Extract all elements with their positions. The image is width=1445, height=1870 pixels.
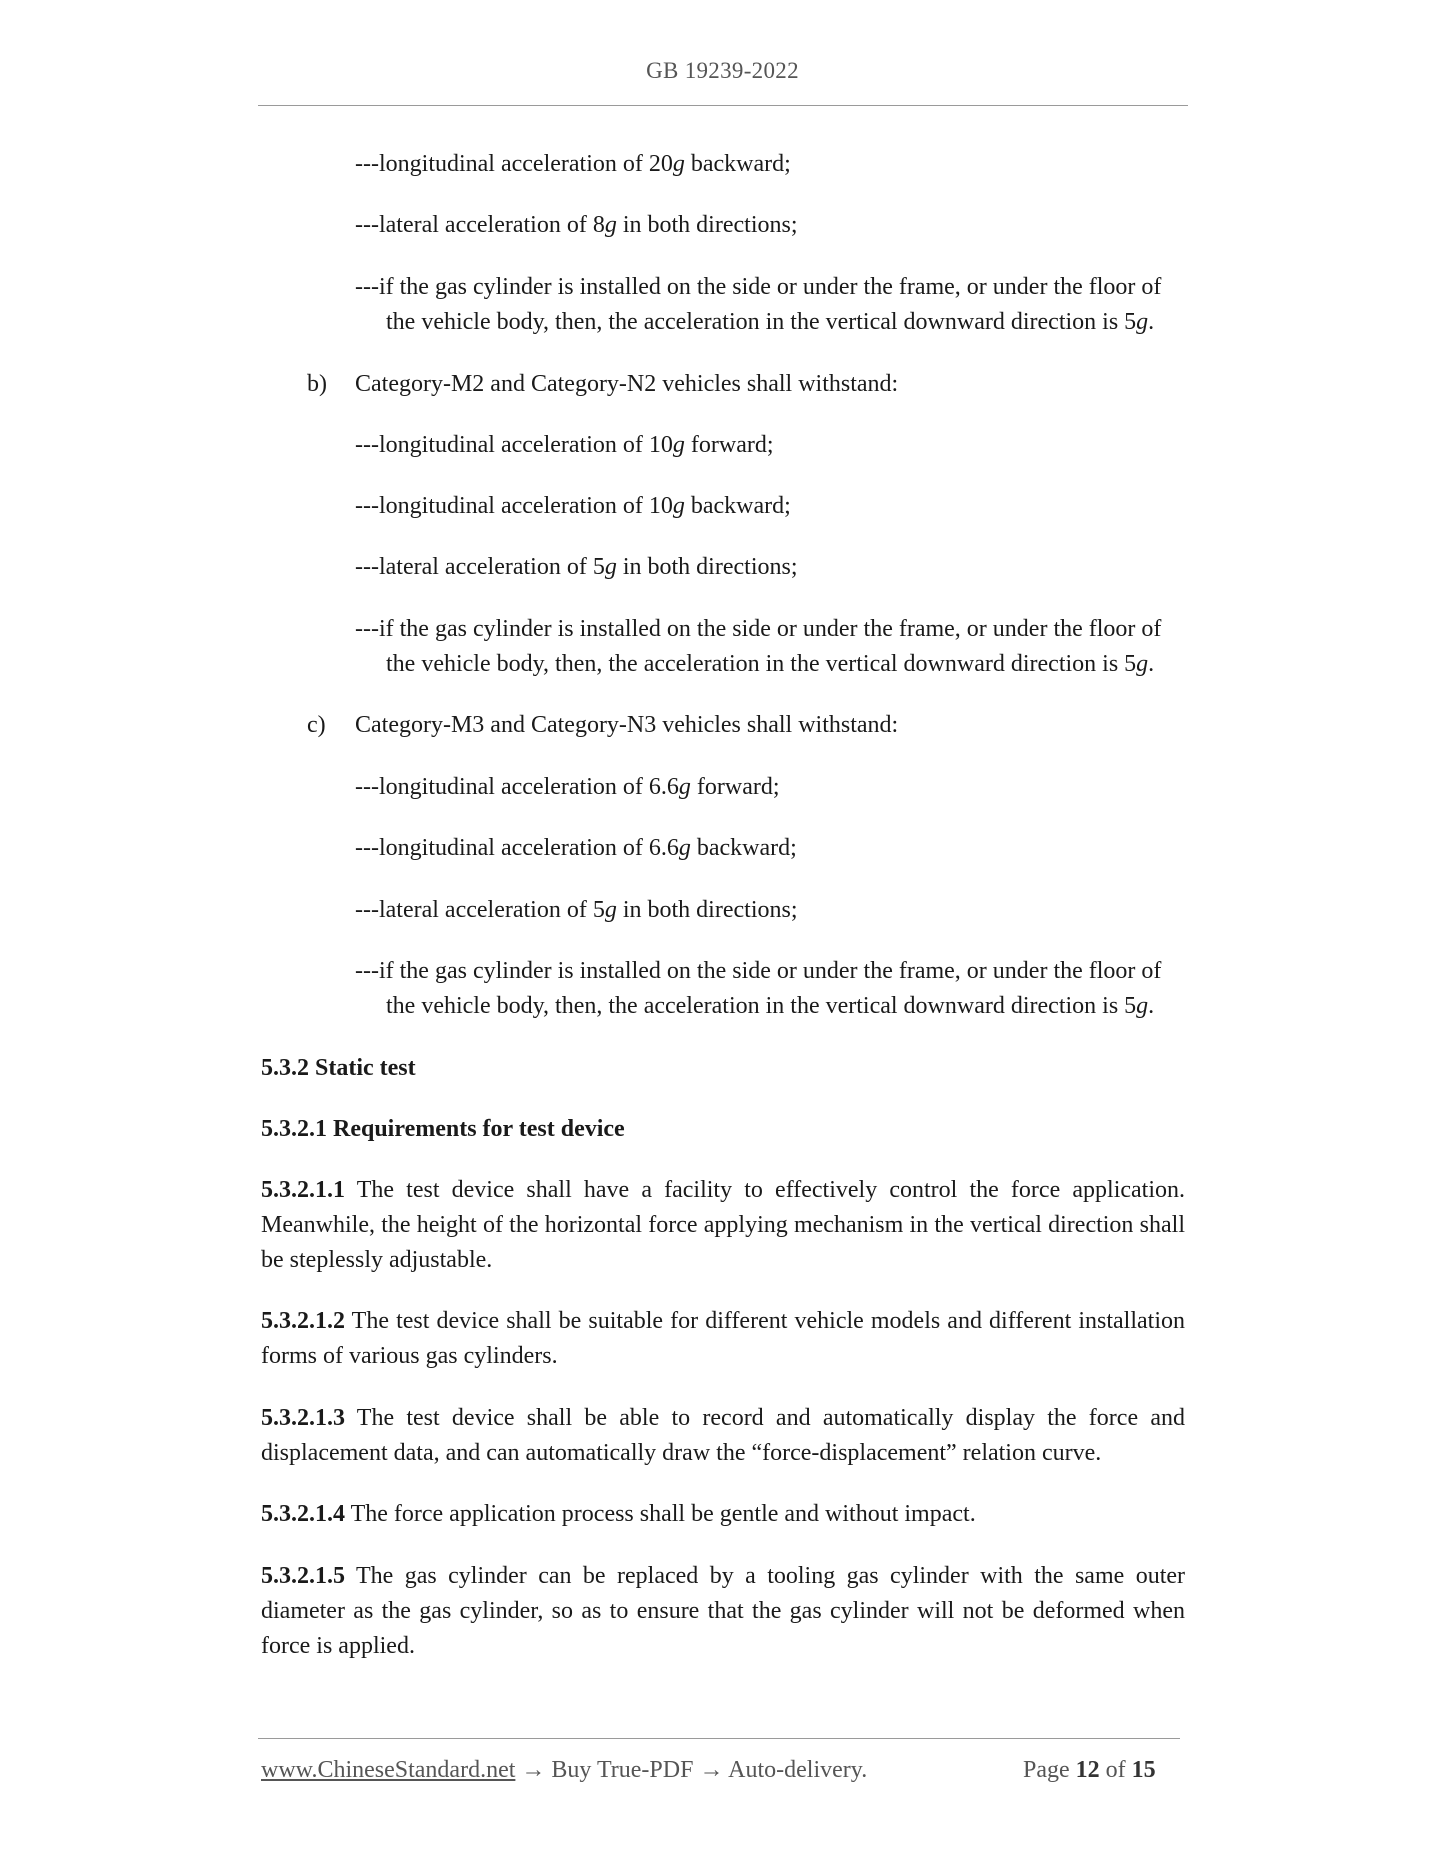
list-item-c-lateral — [355, 893, 798, 928]
clause-text: The test device shall have a facility to effectively control the force application. Meanwhile, the height of the horizontal force applying mechanism in the vertical direction shall be steplessly adjustable. — [261, 1177, 1185, 1273]
header-divider — [258, 105, 1188, 106]
item-text: the vehicle body, then, the acceleration in the vertical downward direction is 5 — [386, 993, 1137, 1019]
list-text-c: Category-M3 and Category-N3 vehicles shall withstand: — [355, 712, 899, 738]
list-item-b-lateral — [355, 550, 798, 585]
item-text: in both directions; — [616, 554, 798, 580]
buy-text: Buy True-PDF — [551, 1757, 694, 1783]
clause-number: 5.3.2.1.4 — [261, 1501, 345, 1527]
item-text: . — [1148, 309, 1155, 335]
item-text: forward; — [690, 774, 780, 800]
footer-divider — [258, 1738, 1180, 1739]
g-symbol: g — [1136, 993, 1149, 1019]
page-indicator — [1023, 1757, 1156, 1784]
item-text: backward; — [684, 151, 791, 177]
section-heading-5-3-2-1: 5.3.2.1 Requirements for test device — [261, 1116, 625, 1142]
item-text: ---longitudinal acceleration of 10 — [355, 432, 673, 458]
g-symbol: g — [678, 774, 691, 800]
clause-5-3-2-1-1 — [261, 1173, 1185, 1278]
clause-number: 5.3.2.1.2 — [261, 1308, 345, 1334]
g-symbol: g — [678, 835, 691, 861]
list-item-b-backward — [355, 489, 791, 524]
list-item-b-vertical-line2 — [386, 647, 1154, 682]
of-word: of — [1099, 1757, 1132, 1783]
clause-number: 5.3.2.1.3 — [261, 1405, 345, 1431]
g-symbol: g — [1136, 651, 1149, 677]
page-word: Page — [1023, 1757, 1076, 1783]
item-text: ---lateral acceleration of 8 — [355, 212, 605, 238]
clause-text: The test device shall be suitable for different vehicle models and different installation forms of various gas cylinders. — [261, 1308, 1185, 1369]
clause-5-3-2-1-2 — [261, 1304, 1185, 1374]
clause-number: 5.3.2.1.1 — [261, 1177, 345, 1203]
item-text: forward; — [684, 432, 774, 458]
delivery-text: Auto-delivery. — [728, 1757, 868, 1783]
arrow-icon: → — [693, 1757, 729, 1783]
g-symbol: g — [1136, 309, 1149, 335]
clause-5-3-2-1-5 — [261, 1559, 1185, 1664]
item-text: ---longitudinal acceleration of 6.6 — [355, 774, 679, 800]
g-symbol: g — [672, 493, 685, 519]
list-label-b: b) — [307, 371, 327, 397]
section-heading-5-3-2: 5.3.2 Static test — [261, 1055, 416, 1081]
list-item-c-forward — [355, 770, 780, 805]
item-text: in both directions; — [616, 212, 798, 238]
clause-number: 5.3.2.1.5 — [261, 1563, 345, 1589]
item-text: ---longitudinal acceleration of 6.6 — [355, 835, 679, 861]
list-label-c: c) — [307, 712, 326, 738]
item-text: ---longitudinal acceleration of 20 — [355, 151, 673, 177]
list-item-c-backward — [355, 831, 797, 866]
clause-5-3-2-1-4 — [261, 1497, 1185, 1532]
item-text: ---longitudinal acceleration of 10 — [355, 493, 673, 519]
total-page-number: 15 — [1131, 1757, 1156, 1783]
page-header-title: GB 19239-2022 — [646, 58, 799, 83]
item-text: ---lateral acceleration of 5 — [355, 554, 605, 580]
clause-text: The gas cylinder can be replaced by a tooling gas cylinder with the same outer diameter as the gas cylinder, so as to ensure that the gas cylinder will not be deformed when force is applied. — [261, 1563, 1185, 1659]
list-item-a-backward — [355, 147, 791, 182]
g-symbol: g — [672, 432, 685, 458]
g-symbol: g — [604, 212, 617, 238]
item-text: the vehicle body, then, the acceleration in the vertical downward direction is 5 — [386, 309, 1137, 335]
list-item-b-forward — [355, 428, 774, 463]
footer-promo — [261, 1757, 867, 1784]
list-item-a-vertical-line1: ---if the gas cylinder is installed on the side or under the frame, or under the floor of — [355, 274, 1162, 300]
item-text: in both directions; — [616, 897, 798, 923]
item-text: ---lateral acceleration of 5 — [355, 897, 605, 923]
item-text: the vehicle body, then, the acceleration in the vertical downward direction is 5 — [386, 651, 1137, 677]
item-text: backward; — [684, 493, 791, 519]
list-item-c-vertical-line1: ---if the gas cylinder is installed on the side or under the frame, or under the floor of — [355, 958, 1162, 984]
g-symbol: g — [604, 554, 617, 580]
list-item-a-vertical-line2 — [386, 305, 1154, 340]
list-item-b-vertical-line1: ---if the gas cylinder is installed on the side or under the frame, or under the floor of — [355, 616, 1162, 642]
arrow-icon: → — [515, 1757, 552, 1783]
current-page-number: 12 — [1075, 1757, 1100, 1783]
g-symbol: g — [604, 897, 617, 923]
list-text-b: Category-M2 and Category-N2 vehicles shall withstand: — [355, 371, 899, 397]
clause-5-3-2-1-3 — [261, 1401, 1185, 1471]
list-item-c-vertical-line2 — [386, 989, 1154, 1024]
g-symbol: g — [672, 151, 685, 177]
clause-text: The test device shall be able to record and automatically display the force and displacement data, and can automatically draw the “force-displacement” relation curve. — [261, 1405, 1185, 1466]
site-link[interactable]: www.ChineseStandard.net — [261, 1757, 516, 1783]
item-text: . — [1148, 651, 1155, 677]
clause-text: The force application process shall be gentle and without impact. — [345, 1501, 976, 1527]
item-text: backward; — [690, 835, 797, 861]
list-item-a-lateral — [355, 208, 798, 243]
item-text: . — [1148, 993, 1155, 1019]
